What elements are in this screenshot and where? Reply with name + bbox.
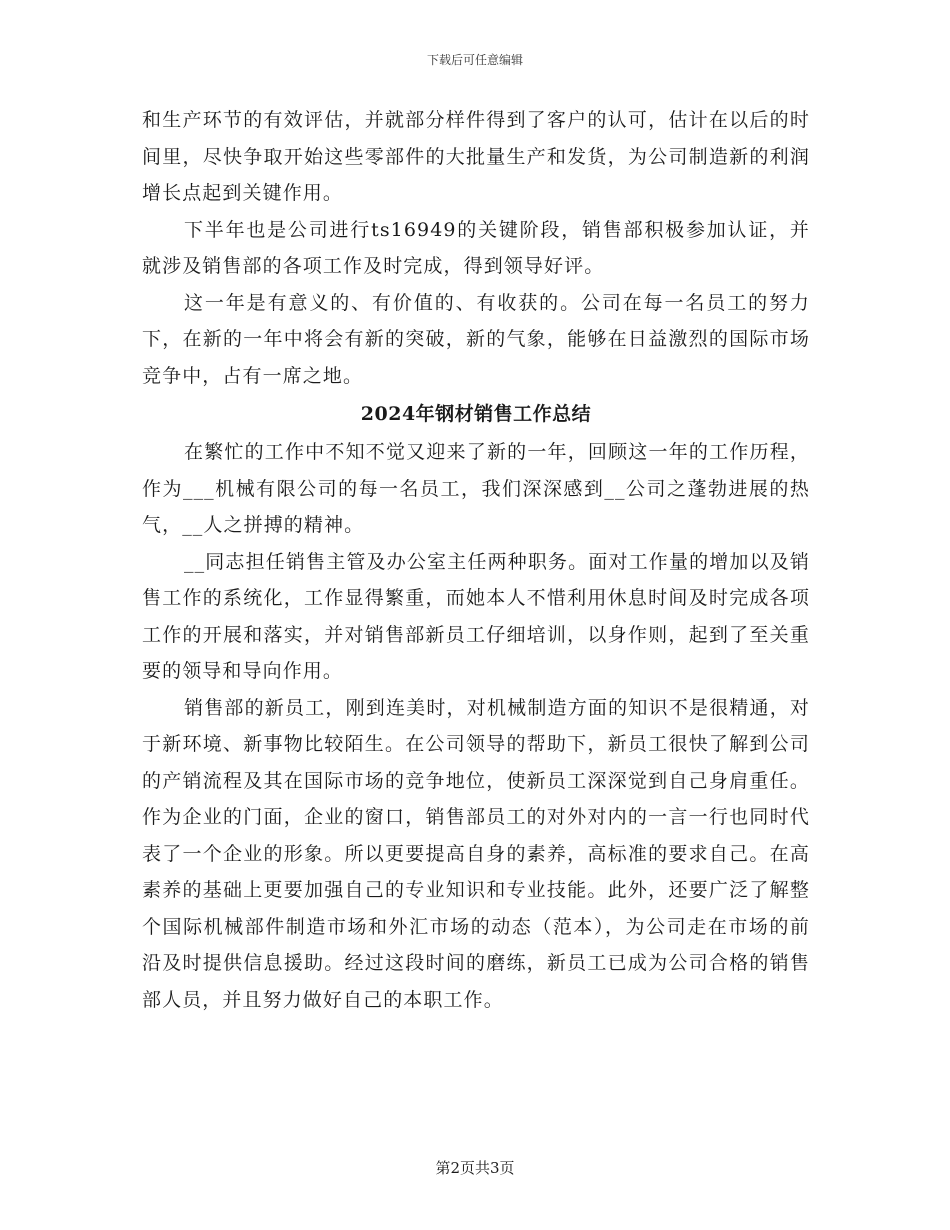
page-header-note: 下载后可任意编辑 <box>426 53 523 67</box>
page-number: 第2页共3页 <box>435 1159 515 1177</box>
paragraph-continuation: 和生产环节的有效评估，并就部分样件得到了客户的认可，估计在以后的时间里，尽快争取开始这些零部件的大批量生产和发货，为公司制造新的利润增长点起到关键作用。 <box>142 109 810 204</box>
paragraph-intro: 在繁忙的工作中不知不觉又迎来了新的一年，回顾这一年的工作历程，作为___机械有限公司的每一名员工，我们深深感到__公司之蓬勃进展的热气，__人之拼搏的精神。 <box>142 441 810 536</box>
section-title: 2024年钢材销售工作总结 <box>360 403 592 425</box>
paragraph-supervisor: __同志担任销售主管及办公室主任两种职务。面对工作量的增加以及销售工作的系统化，工作显得繁重，而她本人不惜利用休息时间及时完成各项工作的开展和落实，并对销售部新员工仔细培训，以身作则，起到了至关重要的领导和导向作用。 <box>142 550 810 682</box>
paragraph-year-summary: 这一年是有意义的、有价值的、有收获的。公司在每一名员工的努力下，在新的一年中将会有新的突破，新的气象，能够在日益激烈的国际市场竞争中，占有一席之地。 <box>142 291 810 387</box>
document-body <box>142 102 810 1018</box>
paragraph-certification: 下半年也是公司进行ts16949的关键阶段，销售部积极参加认证，并就涉及销售部的各项工作及时完成，得到领导好评。 <box>142 218 810 277</box>
paragraph-new-staff: 销售部的新员工，刚到连美时，对机械制造方面的知识不是很精通，对于新环境、新事物比较陌生。在公司领导的帮助下，新员工很快了解到公司的产销流程及其在国际市场的竞争地位，使新员工深深觉到自己身肩重任。作为企业的门面，企业的窗口，销售部员工的对外对内的一言一行也同时代表了一个企业的形象。所以更要提高自身的素养，高标准的要求自己。在高素养的基础上更要加强自己的专业知识和专业技能。此外，还要广泛了解整个国际机械部件制造市场和外汇市场的动态（范本），为公司走在市场的前沿及时提供信息援助。经过这段时间的磨练，新员工已成为公司合格的销售部人员，并且努力做好自己的本职工作。 <box>142 696 810 1011</box>
